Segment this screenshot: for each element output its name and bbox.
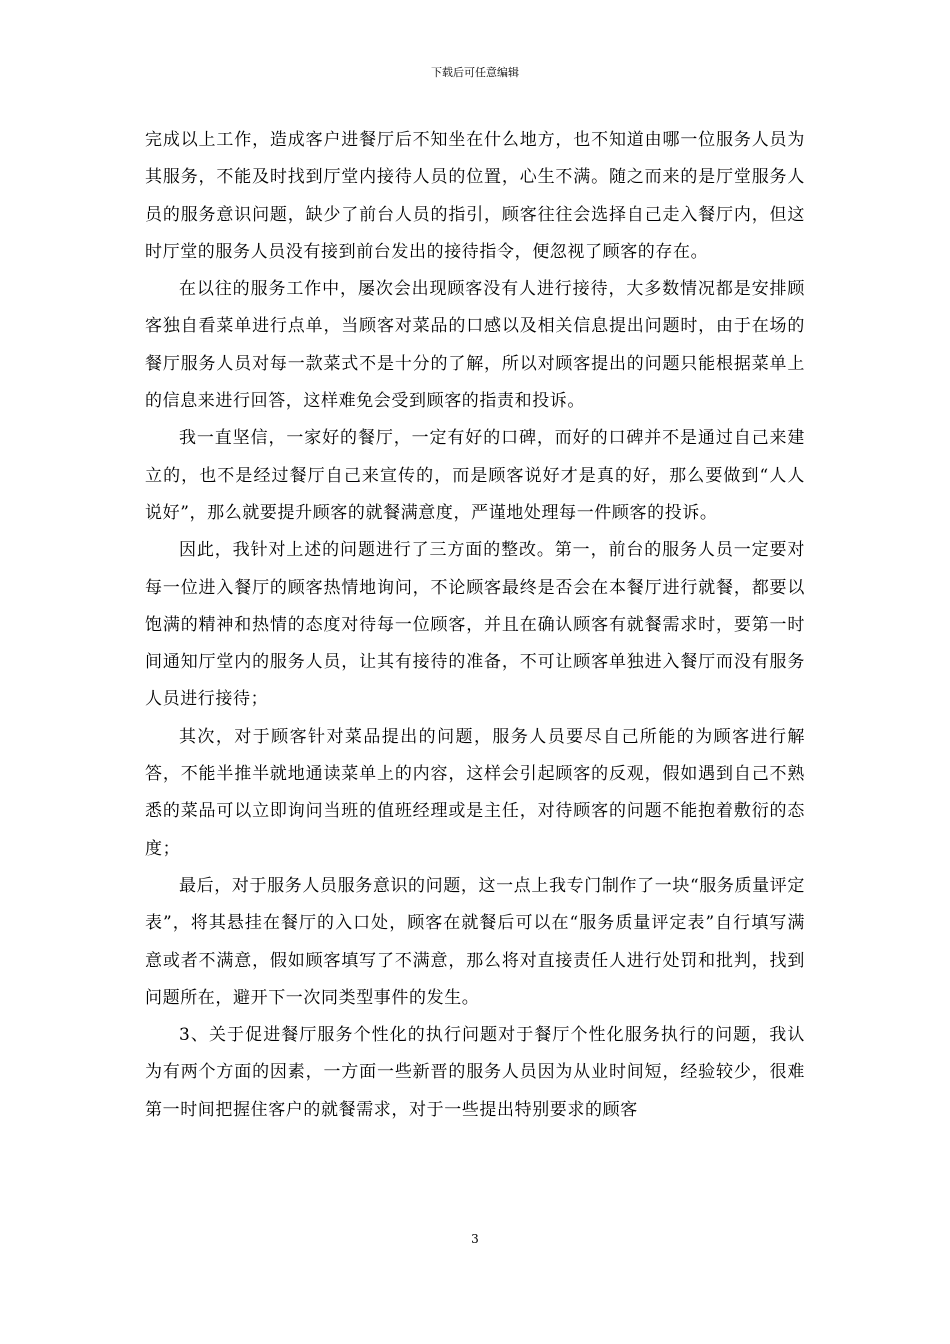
- paragraph-reputation: 我一直坚信，一家好的餐厅，一定有好的口碑，而好的口碑并不是通过自己来建立的，也不是经过餐厅自己来宣传的，而是顾客说好才是真的好，那么要做到“人人说好”，那么就要提升顾客的就餐满意度，严谨地处理每一件顾客的投诉。: [145, 428, 805, 523]
- page-number: 3: [471, 1232, 479, 1246]
- paragraph-service-history: 在以往的服务工作中，屡次会出现顾客没有人进行接待，大多数情况都是安排顾客独自看菜单进行点单，当顾客对菜品的口感以及相关信息提出问题时，由于在场的餐厅服务人员对每一款菜式不是十分的了解，所以对顾客提出的问题只能根据菜单上的信息来进行回答，这样难免会受到顾客的指责和投诉。: [145, 279, 805, 412]
- paragraph-rectification-second: 其次，对于顾客针对菜品提出的问题，服务人员要尽自己所能的为顾客进行解答，不能半推半就地通读菜单上的内容，这样会引起顾客的反观，假如遇到自己不熟悉的菜品可以立即询问当班的值班经理或是主任，对待顾客的问题不能抱着敷衍的态度；: [145, 726, 805, 859]
- paragraph-rectification-first: 因此，我针对上述的问题进行了三方面的整改。第一，前台的服务人员一定要对每一位进入餐厅的顾客热情地询问，不论顾客最终是否会在本餐厅进行就餐，都要以饱满的精神和热情的态度对待每一位顾客，并且在确认顾客有就餐需求时，要第一时间通知厅堂内的服务人员，让其有接待的准备，不可让顾客单独进入餐厅而没有服务人员进行接待；: [145, 540, 805, 710]
- paragraph-continuation: 完成以上工作，造成客户进餐厅后不知坐在什么地方，也不知道由哪一位服务人员为其服务，不能及时找到厅堂内接待人员的位置，心生不满。随之而来的是厅堂服务人员的服务意识问题，缺少了前台人员的指引，顾客往往会选择自己走入餐厅内，但这时厅堂的服务人员没有接到前台发出的接待指令，便忽视了顾客的存在。: [145, 130, 805, 262]
- page-header: 下载后可任意编辑: [431, 66, 519, 79]
- paragraph-rectification-last: 最后，对于服务人员服务意识的问题，这一点上我专门制作了一块“服务质量评定表”，将其悬挂在餐厅的入口处，顾客在就餐后可以在“服务质量评定表”自行填写满意或者不满意，假如顾客填写了不满意，那么将对直接责任人进行处罚和批判，找到问题所在，避开下一次同类型事件的发生。: [145, 875, 805, 1008]
- paragraph-personalized-service: 3、关于促进餐厅服务个性化的执行问题对于餐厅个性化服务执行的问题，我认为有两个方面的因素，一方面一些新晋的服务人员因为从业时间短，经验较少，很难第一时间把握住客户的就餐需求，对于一些提出特别要求的顾客: [145, 1025, 805, 1120]
- document-body: [145, 122, 805, 1129]
